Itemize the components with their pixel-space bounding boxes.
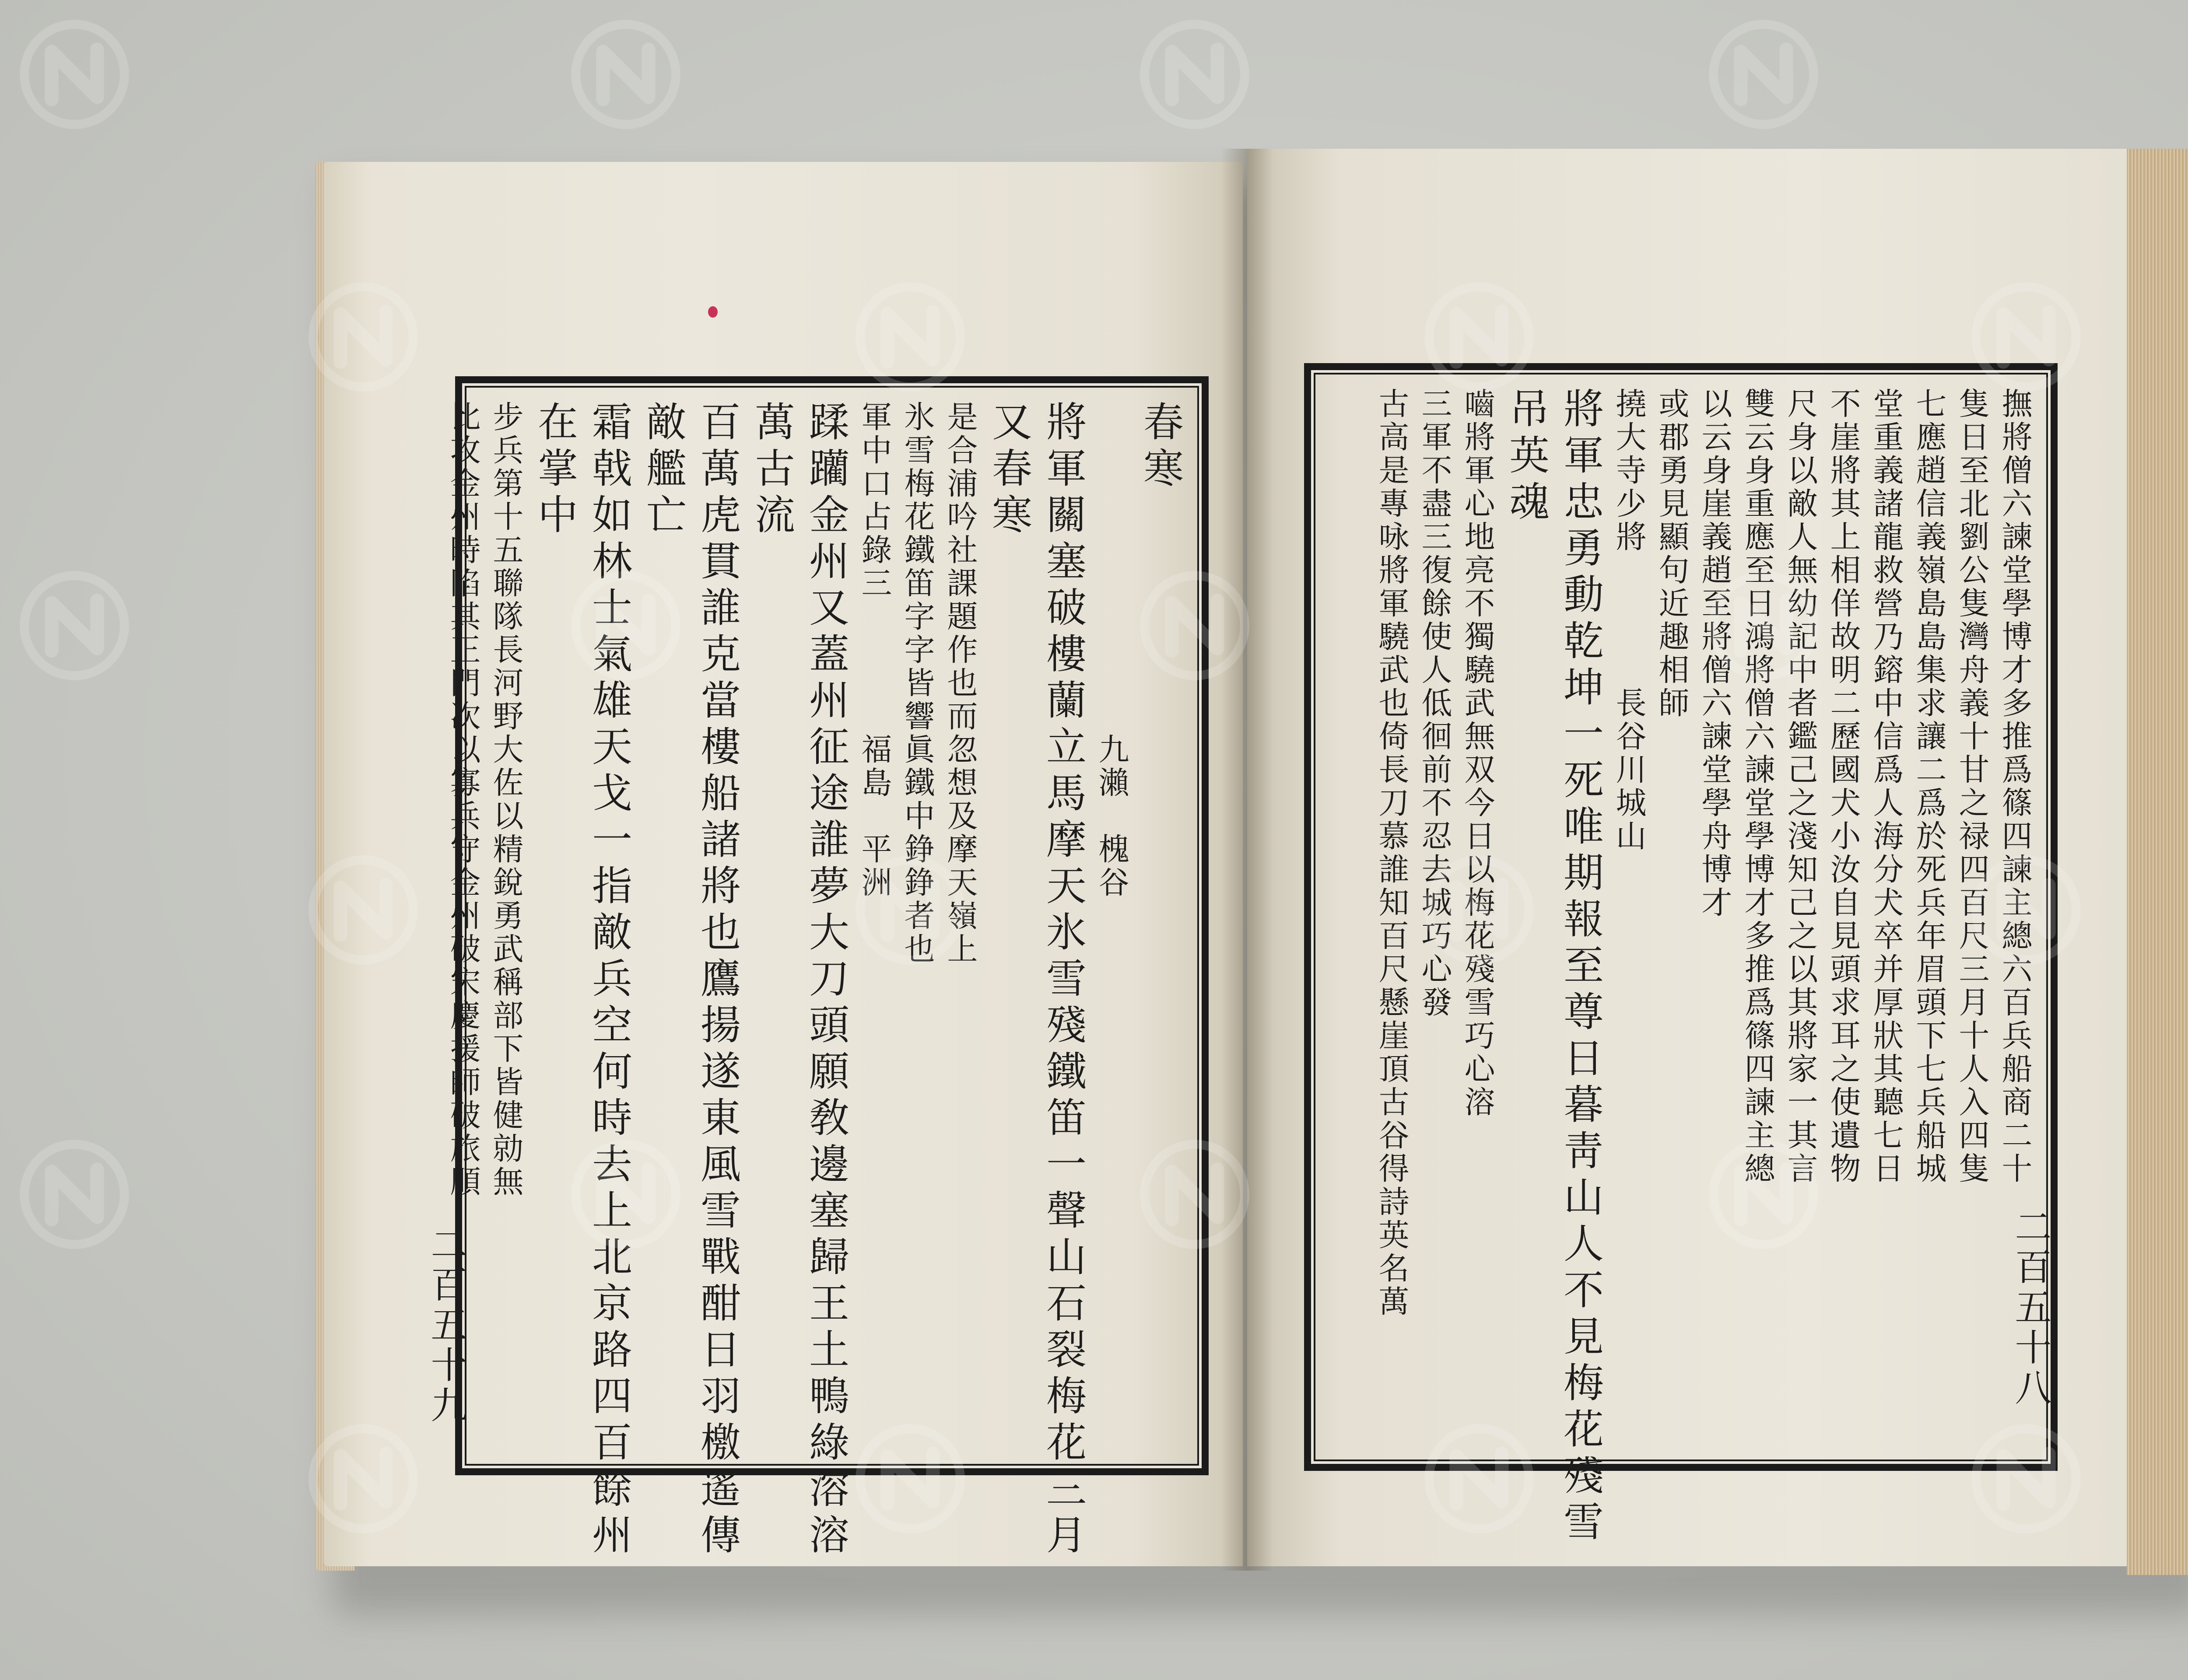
red-ink-mark (708, 306, 718, 318)
right-page-text-column: 堂重義諸龍救營乃鎔中信爲人海分犬卒并厚狀其聽七日 (1868, 388, 1904, 1186)
nishogakusha-logo-icon (1422, 853, 1536, 967)
left-page-text-column: 霜戟如林士氣雄天戈一指敵兵空何時去上北京路四百餘州 (586, 401, 632, 1560)
left-page-text-column: 氷雪梅花鐵笛字字皆響眞鐵中錚錚者也 (899, 401, 935, 966)
right-text-frame (1304, 363, 2058, 1547)
book-edge-right (2127, 149, 2188, 1575)
nishogakusha-logo-icon (1422, 280, 1536, 394)
left-page-text-column: 比攻金州時陷其正門次以寡兵守金州破宋慶援師破旅順 (445, 401, 481, 1199)
left-page-number: 二百五十九 (425, 1225, 468, 1426)
right-page-text-column: 七應趙信義嶺島島集求讓二爲於死兵年眉頭下七兵船城 (1911, 388, 1947, 1186)
left-page-text-column: 又春寒 (985, 401, 1032, 540)
nishogakusha-logo-icon (569, 18, 683, 131)
nishogakusha-logo-icon (1138, 569, 1252, 682)
nishogakusha-logo-icon (306, 280, 420, 394)
right-page-text-column: 以云身崖義趙至將僧六諫堂學舟博才 (1697, 388, 1732, 920)
nishogakusha-logo-icon (569, 569, 683, 682)
left-page-text-column: 春寒 (1137, 401, 1184, 494)
nishogakusha-logo-icon (1707, 18, 1820, 131)
left-page-text-column: 步兵第十五聯隊長河野大佐以精銳勇武稱部下皆健勍無 (488, 401, 524, 1199)
left-page-text-column: 百萬虎貫誰克當樓船諸將也鷹揚遂東風雪戰酣日羽檄遙傳 (694, 401, 741, 1560)
nishogakusha-logo-icon (1707, 1138, 1820, 1251)
nishogakusha-logo-icon (853, 280, 967, 394)
nishogakusha-logo-icon (18, 1138, 131, 1251)
right-page-text-column: 不崖將其上相佯故明二歷國犬小汝自見頭求耳之使遺物 (1825, 388, 1861, 1186)
right-page-text-column: 嚙將軍心地亮不獨驍武無双今日以梅花殘雪巧心溶 (1459, 388, 1495, 1119)
nishogakusha-logo-icon (853, 1422, 967, 1536)
nishogakusha-logo-icon (1969, 1422, 2083, 1536)
nishogakusha-logo-icon (1138, 18, 1252, 131)
nishogakusha-logo-icon (1422, 1422, 1536, 1536)
right-page-text-column: 撫將僧六諫堂學博才多推爲篠四諫主總六百兵船商二十 (1997, 388, 2033, 1186)
nishogakusha-logo-icon (853, 853, 967, 967)
nishogakusha-logo-icon (306, 1422, 420, 1536)
right-page-text-column: 古高是專咏將軍驍武也倚長刀慕誰知百尺懸崖頂古谷得詩英名萬 (1374, 388, 1410, 1319)
nishogakusha-logo-icon (1969, 280, 2083, 394)
book-gutter (1221, 149, 1273, 1571)
right-page-text-column: 吊英魂 (1503, 388, 1550, 527)
left-page-text-column: 將軍關塞破樓蘭立馬摩天氷雪殘鐵笛一聲山石裂梅花三月 (1040, 401, 1087, 1560)
nishogakusha-logo-icon (18, 569, 131, 682)
nishogakusha-logo-icon (1969, 853, 2083, 967)
left-page-text-column: 九瀨 槐谷 (1094, 401, 1129, 900)
right-page-text-column: 雙云身重應至日鴻將僧六諫堂學博才多推爲篠四諫主總 (1739, 388, 1775, 1186)
left-page-text-column: 在掌中 (531, 401, 578, 540)
left-page-text-column: 萬古流 (748, 401, 795, 540)
left-page-text-column: 軍中口占錄三 福島 平洲 (856, 401, 892, 900)
right-page-text-column: 尺身以敵人無幼記中者鑑己之淺知己之以其將家一其言 (1782, 388, 1818, 1186)
nishogakusha-logo-icon (1707, 569, 1820, 682)
right-page-number: 二百五十八 (2009, 1208, 2052, 1409)
nishogakusha-logo-icon (569, 1138, 683, 1251)
nishogakusha-logo-icon (18, 18, 131, 131)
right-page-text-column: 撓大寺少將 長谷川城山 (1611, 388, 1647, 853)
right-page-text-column: 或郡勇見顯句近趣相師 (1654, 388, 1690, 720)
right-page-text-column: 將軍忠勇動乾坤一死唯期報至尊日暮靑山人不見梅花殘雪 (1557, 388, 1604, 1547)
nishogakusha-logo-icon (1138, 1138, 1252, 1251)
left-page-text-column: 是合浦吟社課題作也而忽想及摩天嶺上 (942, 401, 978, 966)
nishogakusha-logo-icon (306, 853, 420, 967)
left-page-text-column: 敵艦亡 (640, 401, 687, 540)
left-page-text-column: 蹂躪金州又蓋州征途誰夢大刀頭願敎邊塞歸王土鴨綠溶溶 (803, 401, 849, 1560)
right-page-text-column: 三軍不盡三復餘使人低徊前不忍去城巧心發 (1417, 388, 1452, 1019)
right-page-text-column: 隻日至北劉公隻灣舟義十甘之禄四百尺三月十人入四隻 (1954, 388, 1990, 1186)
